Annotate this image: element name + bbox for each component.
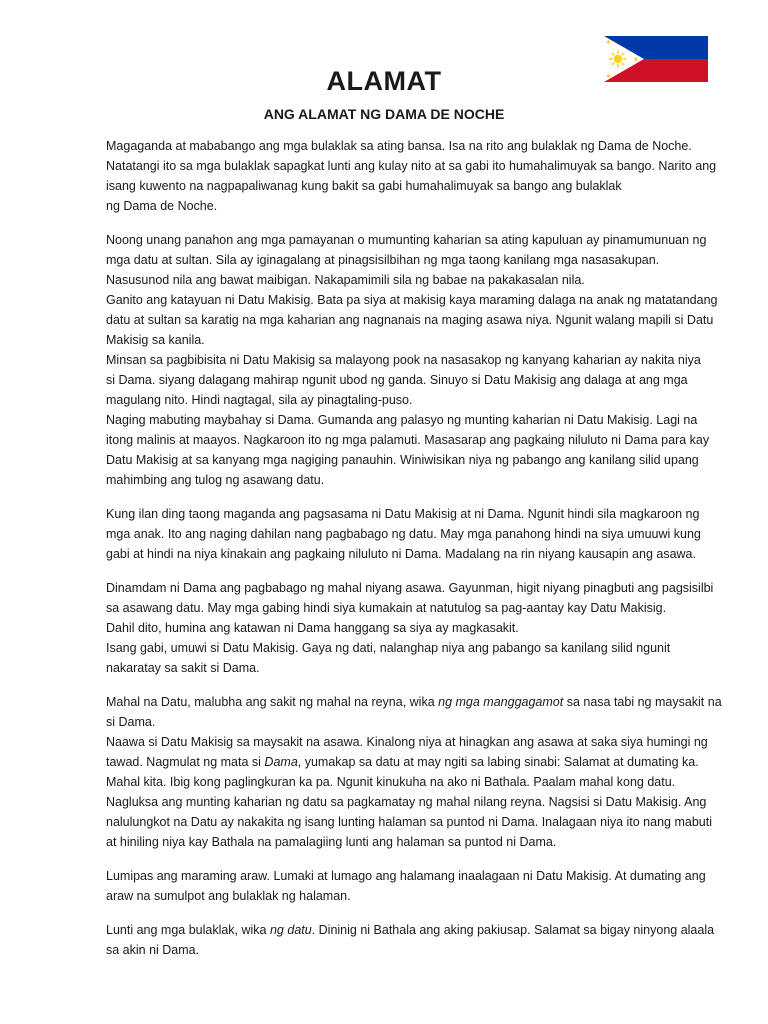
text-line: Nasusunod nila ang bawat maibigan. Nakapamimili sila ng babae na pakakasalan nila. [106, 273, 585, 287]
story-paragraph [106, 920, 718, 960]
text-line: at hiniling niya kay Bathala na pamalagiing lunti ang halaman sa puntod ni Dama. [106, 835, 557, 849]
text-line: si Dama. [106, 715, 156, 729]
text-line: Makisig sa kanila. [106, 333, 205, 347]
text-line: Isang gabi, umuwi si Datu Makisig. Gaya ng dati, nalanghap niya ang pabango sa kanilang silid ngunit [106, 641, 671, 655]
text-line: mga anak. Ito ang naging dahilan nang pagbabago ng datu. May mga panahong hindi na siya umuuwi kung [106, 527, 701, 541]
text-line: Lunti ang mga bulaklak, wika ng datu. Dininig ni Bathala ang aking pakiusap. Salamat sa bigay ninyong alaala [106, 923, 715, 937]
text-line: mahimbing ang tulog ng asawang datu. [106, 473, 325, 487]
text-line: ng Dama de Noche. [106, 199, 218, 213]
text-line: Kung ilan ding taong maganda ang pagsasama ni Datu Makisig at ni Dama. Ngunit hindi sila magkaroon ng [106, 507, 700, 521]
story-paragraph [106, 504, 718, 564]
text-line: Dahil dito, humina ang katawan ni Dama hanggang sa siya ay magkasakit. [106, 621, 519, 635]
text-line: Magaganda at mababango ang mga bulaklak sa ating bansa. Isa na rito ang bulaklak ng Dama de Noche. [106, 139, 692, 153]
text-line: nalulungkot na Datu ay nakakita ng isang lunting halaman sa puntod ni Dama. Inalagaan niya ito nang mabuti [106, 815, 712, 829]
text-line: Naging mabuting maybahay si Dama. Gumanda ang palasyo ng munting kaharian ni Datu Makisig. Lagi na [106, 413, 698, 427]
text-line: isang kuwento na nagpapaliwanag kung bakit sa gabi humahalimuyak sa bango ang bulaklak [106, 179, 622, 193]
text-line: mga datu at sultan. Sila ay iginagalang at pinagsisilbihan ng mga taong kanilang mga nasasakupan. [106, 253, 660, 267]
text-line: Natatangi ito sa mga bulaklak sapagkat lunti ang kulay nito at sa gabi ito humahalimuyak sa bango. Narito ang [106, 159, 717, 173]
text-line: sa asawang datu. May mga gabing hindi siya kumakain at natutulog sa pag-aantay kay Datu Makisig. [106, 601, 667, 615]
text-line: araw na sumulpot ang bulaklak ng halaman. [106, 889, 351, 903]
story-paragraph [106, 578, 718, 678]
text-line: Mahal na Datu, malubha ang sakit ng mahal na reyna, wika ng mga manggagamot sa nasa tabi ng maysakit na [106, 695, 722, 709]
text-line: gabi at hindi na niya kinakain ang pagkaing niluluto ni Dama. Madalang na rin niyang kausapin ang asawa. [106, 547, 696, 561]
text-line: datu at sultan sa karatig na mga kaharian ang nagnanais na maging asawa niya. Ngunit walang mapili si Datu [106, 313, 714, 327]
story-paragraph [106, 230, 718, 490]
text-line: Datu Makisig at sa kanyang mga nagiging panauhin. Winiwisikan niya ng pabango ang kanilang silid upang [106, 453, 699, 467]
story-paragraph [106, 692, 722, 852]
text-line: Lumipas ang maraming araw. Lumaki at lumago ang halamang inaalagaan ni Datu Makisig. At dumating ang [106, 869, 706, 883]
text-line: Dinamdam ni Dama ang pagbabago ng mahal niyang asawa. Gayunman, higit niyang pinagbuti ang pagsisilbi [106, 581, 714, 595]
page-subtitle: ANG ALAMAT NG DAMA DE NOCHE [263, 106, 505, 122]
text-line: Minsan sa pagbibisita ni Datu Makisig sa malayong pook na nasasakop ng kanyang kaharian ay nakita niya [106, 353, 701, 367]
story-body [106, 136, 722, 974]
text-line: magulang nito. Hindi nagtagal, sila ay pinagtaling-puso. [106, 393, 413, 407]
text-line: nakaratay sa sakit si Dama. [106, 661, 260, 675]
text-line: Nagluksa ang munting kaharian ng datu sa pagkamatay ng mahal nilang reyna. Nagsisi si Datu Makisig. Ang [106, 795, 707, 809]
page-title: ALAMAT [326, 66, 442, 96]
text-line: Ganito ang katayuan ni Datu Makisig. Bata pa siya at makisig kaya maraming dalaga na anak ng matatandang [106, 293, 718, 307]
text-line: sa akin ni Dama. [106, 943, 200, 957]
text-line: tawad. Nagmulat ng mata si Dama, yumakap sa datu at may ngiti sa labing sinabi: Salamat at dumating ka. [106, 755, 699, 769]
text-line: Naawa si Datu Makisig sa maysakit na asawa. Kinalong niya at hinagkan ang asawa at saka siya humingi ng [106, 735, 708, 749]
text-line: itong malinis at maayos. Nagkaroon ito ng mga palamuti. Masasarap ang pagkaing niluluto ni Dama para kay [106, 433, 710, 447]
story-paragraph [106, 136, 718, 216]
text-line: Mahal kita. Ibig kong paglingkuran ka pa. Ngunit kinukuha na ako ni Bathala. Paalam mahal kong datu. [106, 775, 676, 789]
text-line: Noong unang panahon ang mga pamayanan o mumunting kaharian sa ating kapuluan ay pinamumunuan ng [106, 233, 707, 247]
story-paragraph [106, 866, 718, 906]
text-line: si Dama. siyang dalagang mahirap ngunit ubod ng ganda. Sinuyo si Datu Makisig ang dalaga at ang mga [106, 373, 688, 387]
